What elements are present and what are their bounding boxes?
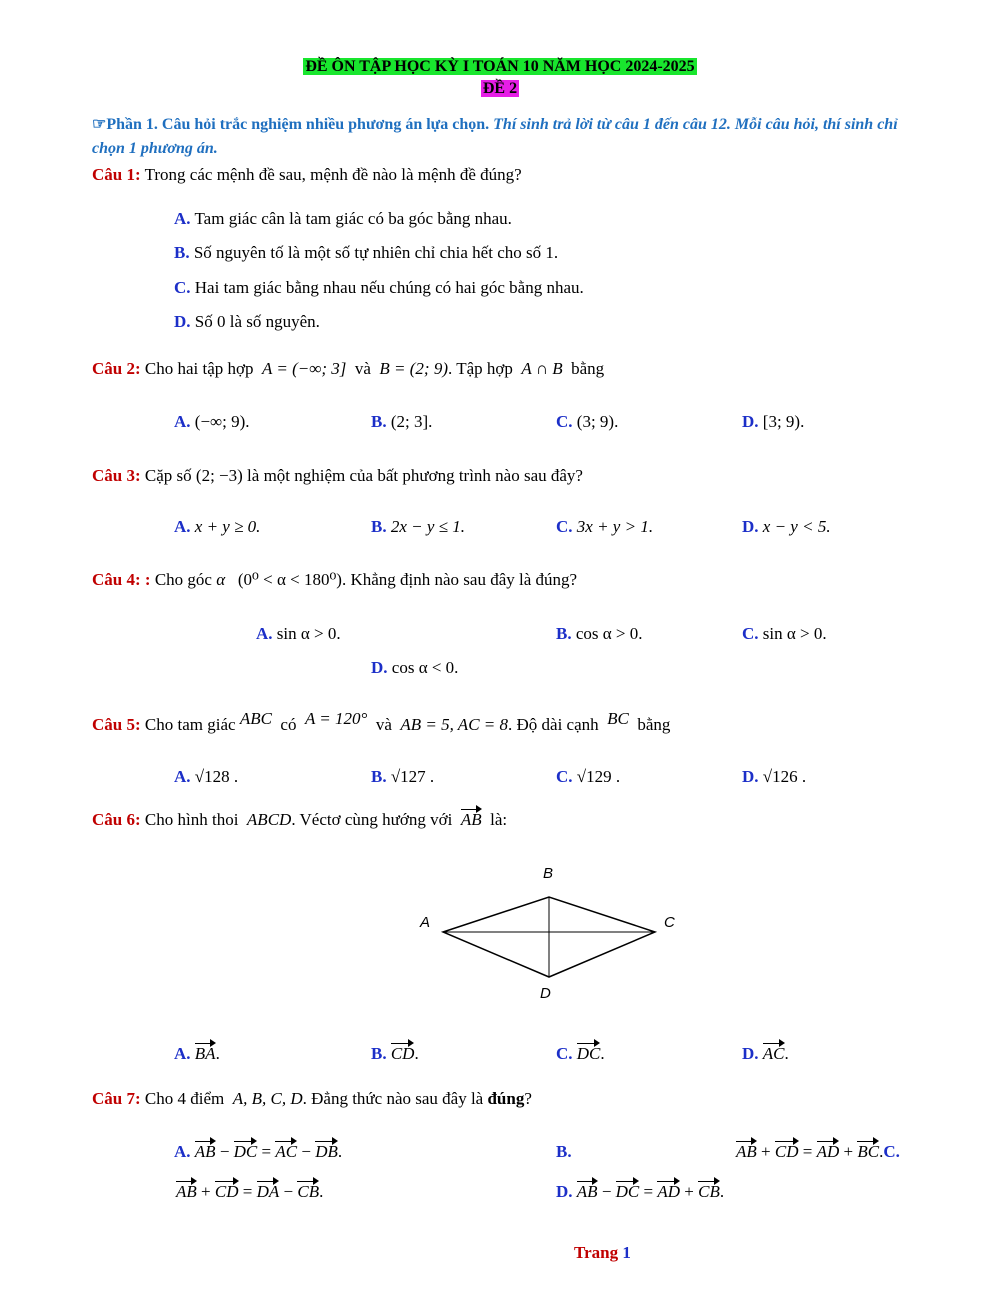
q1-option-b[interactable]: B. Số nguyên tố là một số tự nhiên chỉ chia hết cho số 1. — [174, 243, 559, 262]
q3-option-b[interactable]: B. 2x − y ≤ 1. — [371, 517, 465, 536]
q4-option-d[interactable]: D. cos α < 0. — [371, 658, 459, 677]
q6-option-b[interactable]: B. CD. — [371, 1044, 419, 1063]
q1-option-c[interactable]: C. Hai tam giác bằng nhau nếu chúng có hai góc bằng nhau. — [174, 278, 584, 297]
q1-option-d[interactable]: D. Số 0 là số nguyên. — [174, 312, 320, 331]
q6-option-a[interactable]: A. BA. — [174, 1044, 220, 1063]
q5-option-b[interactable]: B. √127 . — [371, 767, 435, 786]
q3-option-c[interactable]: C. 3x + y > 1. — [556, 517, 654, 536]
question-4: Câu 4: : Cho góc α (0⁰ < α < 180⁰). Khẳng định nào sau đây là đúng? — [92, 570, 578, 589]
question-1: Câu 1: Trong các mệnh đề sau, mệnh đề nào là mệnh đề đúng? — [92, 165, 522, 184]
q4-option-c[interactable]: C. sin α > 0. — [742, 624, 827, 643]
q5-option-d[interactable]: D. √126 . — [742, 767, 807, 786]
q3-option-a[interactable]: A. x + y ≥ 0. — [174, 517, 261, 536]
question-7: Câu 7: Cho 4 điểm A, B, C, D. Đẳng thức nào sau đây là đúng? — [92, 1089, 532, 1108]
q4-option-b[interactable]: B. cos α > 0. — [556, 624, 643, 643]
point-c-label: C — [664, 914, 675, 931]
question-5: Câu 5: Cho tam giác ABC có A = 120° và AB = 5, AC = 8. Độ dài cạnh BC bằng — [92, 709, 671, 734]
q7-option-c[interactable]: AB + CD = DA − CB. — [176, 1182, 324, 1201]
q2-option-a[interactable]: A. (−∞; 9). — [174, 412, 250, 431]
question-2: Câu 2: Cho hai tập hợp A = (−∞; 3] và B = (2; 9). Tập hợp A ∩ B bằng — [92, 359, 605, 378]
q2-option-d[interactable]: D. [3; 9). — [742, 412, 805, 431]
part-1-label: ☞Phần 1. Câu hỏi trắc nghiệm nhiều phương án lựa chọn. — [92, 116, 490, 133]
q6-option-d[interactable]: D. AC. — [742, 1044, 789, 1063]
q4-option-a[interactable]: A. sin α > 0. — [256, 624, 341, 643]
exam-number: ĐỀ 2 — [482, 80, 518, 97]
page-footer: Trang 1 — [574, 1243, 631, 1262]
q7-option-a[interactable]: A. AB − DC = AC − DB. — [174, 1142, 343, 1161]
q5-option-a[interactable]: A. √128 . — [174, 767, 239, 786]
q7-option-d[interactable]: D. AB − DC = AD + CB. — [556, 1182, 725, 1201]
point-d-label: D — [540, 985, 551, 1002]
part-1-heading — [92, 113, 932, 161]
q1-option-a[interactable]: A. Tam giác cân là tam giác có ba góc bằng nhau. — [174, 209, 512, 228]
point-b-label: B — [543, 865, 554, 882]
part-1-instruction: Thí sinh trả lời từ câu 1 đến câu 12. Mỗi câu hỏi, thí sinh chỉ chọn 1 phương án. — [92, 116, 898, 157]
q7-option-b-label[interactable]: B. — [556, 1142, 572, 1161]
rhombus-figure — [400, 855, 700, 1005]
page-title: ĐỀ ÔN TẬP HỌC KỲ I TOÁN 10 NĂM HỌC 2024-2025 — [305, 58, 695, 75]
question-3: Câu 3: Cặp số (2; −3) là một nghiệm của bất phương trình nào sau đây? — [92, 466, 583, 485]
question-6: Câu 6: Cho hình thoi ABCD. Véctơ cùng hướng với AB là: — [92, 810, 508, 829]
q7-option-b[interactable]: AB + CD = AD + BC.C. — [736, 1142, 900, 1161]
q2-option-c[interactable]: C. (3; 9). — [556, 412, 619, 431]
q2-option-b[interactable]: B. (2; 3]. — [371, 412, 433, 431]
point-a-label: A — [420, 914, 431, 931]
q3-option-d[interactable]: D. x − y < 5. — [742, 517, 831, 536]
q6-option-c[interactable]: C. DC. — [556, 1044, 605, 1063]
q5-option-c[interactable]: C. √129 . — [556, 767, 621, 786]
